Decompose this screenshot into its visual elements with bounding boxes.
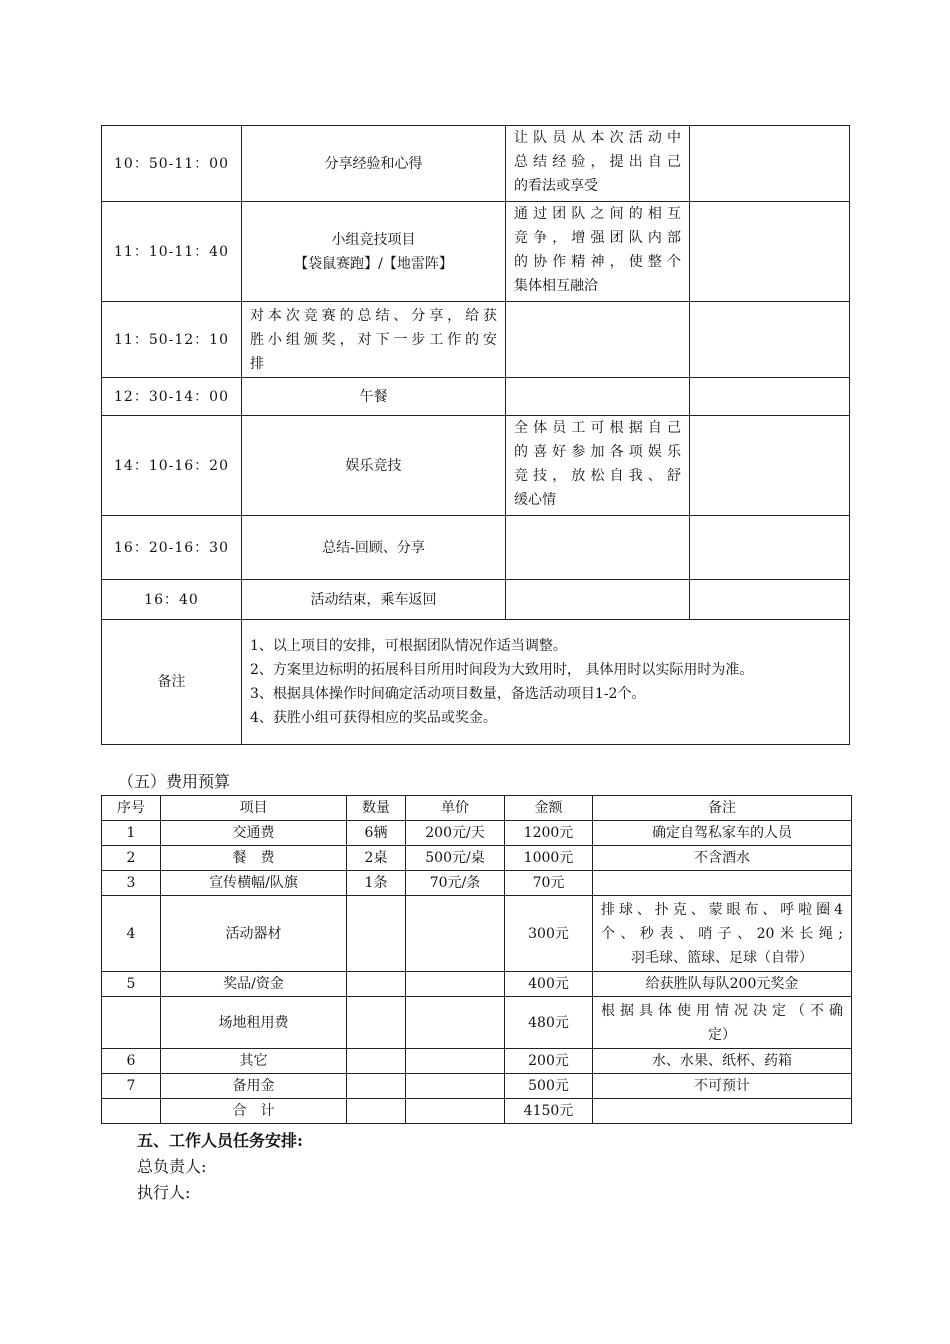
schedule-time: 14：10-16：20 [102, 416, 242, 516]
schedule-empty-cell [690, 202, 850, 302]
budget-amount-cell: 480元 [505, 997, 593, 1049]
schedule-activity [242, 202, 506, 302]
schedule-empty-cell [690, 580, 850, 620]
schedule-activity-line: 对本次竞赛的总结、分享，给获 [250, 307, 497, 324]
budget-item-cell: 宣传横幅/队旗 [161, 871, 347, 896]
schedule-purpose-line: 竞争，增强团队内部 [514, 230, 681, 246]
budget-note-line: 根据具体使用情况决定（不确 [601, 1002, 843, 1019]
budget-qty-cell [347, 1049, 406, 1074]
schedule-activity [242, 378, 506, 416]
schedule-purpose-line: 的看法或享受 [514, 178, 598, 194]
budget-row [102, 871, 852, 896]
budget-no-cell: 4 [102, 896, 161, 972]
budget-no-cell: 7 [102, 1074, 161, 1099]
schedule-activity-line: 分享经验和心得 [324, 155, 423, 172]
staff-heading: 五、工作人员任务安排: [137, 1131, 303, 1150]
budget-no-cell: 5 [102, 972, 161, 997]
budget-item-cell: 奖品/资金 [161, 972, 347, 997]
budget-price-cell [406, 972, 505, 997]
schedule-purpose-line: 集体相互融洽 [514, 278, 598, 294]
budget-header-cell: 备注 [593, 796, 852, 821]
budget-no-cell: 3 [102, 871, 161, 896]
budget-amount-cell: 400元 [505, 972, 593, 997]
budget-amount-cell: 70元 [505, 871, 593, 896]
schedule-purpose [506, 580, 690, 620]
budget-qty-cell: 1条 [347, 871, 406, 896]
budget-note-line: 羽毛球、篮球、足球（自带） [631, 949, 813, 966]
budget-qty-cell [347, 972, 406, 997]
budget-header-cell: 项目 [161, 796, 347, 821]
schedule-empty-cell [690, 516, 850, 580]
budget-no-cell: 6 [102, 1049, 161, 1074]
budget-item-cell: 其它 [161, 1049, 347, 1074]
notes-content [242, 620, 850, 745]
budget-empty-cell [593, 1099, 852, 1124]
schedule-purpose [506, 516, 690, 580]
schedule-row [102, 516, 850, 580]
budget-qty-cell [347, 896, 406, 972]
schedule-purpose-line: 通过团队之间的相互 [514, 206, 681, 222]
schedule-purpose-line: 总结经验，提出自己 [514, 154, 681, 170]
budget-total-label: 合 计 [161, 1099, 347, 1124]
schedule-activity [242, 416, 506, 516]
note-line: 1、以上项目的安排，可根据团队情况作适当调整。 [250, 638, 567, 654]
budget-row [102, 1049, 852, 1074]
budget-item-cell: 活动器材 [161, 896, 347, 972]
schedule-row [102, 202, 850, 302]
budget-row [102, 972, 852, 997]
budget-note-cell [593, 896, 852, 972]
schedule-purpose-line: 缓心情 [514, 492, 556, 508]
budget-amount-cell: 1000元 [505, 846, 593, 871]
budget-price-cell [406, 1074, 505, 1099]
budget-row [102, 821, 852, 846]
budget-note-line: 水、水果、纸杯、药箱 [652, 1053, 792, 1069]
schedule-activity-line: 午餐 [359, 388, 388, 405]
schedule-purpose-line: 全体员工可根据自己 [514, 420, 681, 436]
budget-note-cell [593, 821, 852, 846]
budget-header-row [102, 796, 852, 821]
schedule-activity-line: 胜小组颁奖，对下一步工作的安 [250, 331, 497, 348]
budget-price-cell [406, 997, 505, 1049]
budget-qty-cell: 6辆 [347, 821, 406, 846]
budget-table [101, 795, 852, 1124]
budget-item-cell: 场地租用费 [161, 997, 347, 1049]
budget-note-cell [593, 1074, 852, 1099]
schedule-purpose-line: 竞技，放松自我、舒 [514, 468, 681, 484]
budget-row [102, 997, 852, 1049]
budget-price-cell: 200元/天 [406, 821, 505, 846]
budget-note-cell [593, 871, 852, 896]
budget-amount-cell: 500元 [505, 1074, 593, 1099]
budget-note-line: 不可预计 [694, 1078, 750, 1094]
budget-note-line: 给获胜队每队200元奖金 [645, 976, 799, 992]
schedule-time: 12：30-14：00 [102, 378, 242, 416]
budget-note-line: 确定自驾私家车的人员 [652, 825, 792, 841]
schedule-purpose-line: 的喜好参加各项娱乐 [514, 444, 681, 460]
budget-amount-cell: 1200元 [505, 821, 593, 846]
schedule-activity-line: 小组竞技项目 [331, 231, 416, 248]
schedule-purpose [506, 126, 690, 202]
budget-no-cell [102, 997, 161, 1049]
budget-qty-cell [347, 1074, 406, 1099]
notes-label: 备注 [102, 620, 242, 745]
schedule-time: 11：50-12：10 [102, 302, 242, 378]
schedule-time: 16：40 [102, 580, 242, 620]
budget-item-cell: 备用金 [161, 1074, 347, 1099]
budget-note-cell [593, 972, 852, 997]
budget-note-cell [593, 997, 852, 1049]
budget-note-line: 排球、扑克、蒙眼布、呼啦圈4 [601, 901, 843, 918]
budget-note-line: 不含酒水 [694, 850, 750, 866]
schedule-purpose [506, 378, 690, 416]
budget-price-cell [406, 1049, 505, 1074]
schedule-row [102, 378, 850, 416]
budget-item-cell: 餐 费 [161, 846, 347, 871]
budget-total-row [102, 1099, 852, 1124]
budget-no-cell: 2 [102, 846, 161, 871]
budget-price-cell: 500元/桌 [406, 846, 505, 871]
schedule-activity-line: 娱乐竞技 [345, 457, 402, 474]
budget-row [102, 1074, 852, 1099]
budget-qty-cell [347, 997, 406, 1049]
schedule-purpose [506, 416, 690, 516]
schedule-time: 11：10-11：40 [102, 202, 242, 302]
budget-amount-cell: 200元 [505, 1049, 593, 1074]
budget-row [102, 896, 852, 972]
schedule-activity [242, 516, 506, 580]
schedule-row [102, 126, 850, 202]
schedule-activity-line: 排 [250, 355, 264, 372]
note-line: 4、获胜小组可获得相应的奖品或奖金。 [250, 710, 497, 726]
schedule-activity [242, 580, 506, 620]
budget-empty-cell [347, 1099, 406, 1124]
schedule-activity-line: 【袋鼠赛跑】/【地雷阵】 [294, 255, 453, 272]
note-line: 2、方案里边标明的拓展科目所用时间段为大致用时， 具体用时以实际用时为准。 [250, 662, 754, 678]
budget-note-line: 个、秒表、哨子、20米长绳; [601, 925, 843, 942]
staff-leader-label: 总负责人: [137, 1157, 207, 1176]
budget-qty-cell: 2桌 [347, 846, 406, 871]
budget-header-cell: 数量 [347, 796, 406, 821]
schedule-purpose [506, 202, 690, 302]
budget-price-cell: 70元/条 [406, 871, 505, 896]
budget-header-cell: 序号 [102, 796, 161, 821]
schedule-activity-line: 活动结束，乘车返回 [310, 591, 437, 608]
schedule-row [102, 416, 850, 516]
schedule-empty-cell [690, 416, 850, 516]
budget-price-cell [406, 896, 505, 972]
schedule-activity [242, 126, 506, 202]
schedule-row [102, 580, 850, 620]
schedule-empty-cell [690, 302, 850, 378]
budget-note-line: 定） [708, 1026, 736, 1043]
budget-no-cell: 1 [102, 821, 161, 846]
schedule-time: 16：20-16：30 [102, 516, 242, 580]
budget-header-cell: 单价 [406, 796, 505, 821]
note-line: 3、根据具体操作时间确定活动项目数量，备选活动项目1-2个。 [250, 686, 646, 702]
schedule-empty-cell [690, 378, 850, 416]
schedule-row [102, 302, 850, 378]
budget-note-cell [593, 1049, 852, 1074]
budget-row [102, 846, 852, 871]
budget-note-cell [593, 846, 852, 871]
schedule-table [101, 125, 850, 745]
budget-total-amount: 4150元 [505, 1099, 593, 1124]
schedule-activity [242, 302, 506, 378]
staff-executor-label: 执行人: [137, 1183, 191, 1202]
budget-item-cell: 交通费 [161, 821, 347, 846]
schedule-purpose-line: 的协作精神，使整个 [514, 254, 681, 270]
budget-header-cell: 金额 [505, 796, 593, 821]
schedule-purpose-line: 让队员从本次活动中 [514, 130, 681, 146]
budget-empty-cell [406, 1099, 505, 1124]
budget-empty-cell [102, 1099, 161, 1124]
schedule-notes-row [102, 620, 850, 745]
budget-section-title: （五）费用预算 [118, 772, 231, 791]
schedule-purpose [506, 302, 690, 378]
schedule-empty-cell [690, 126, 850, 202]
schedule-activity-line: 总结-回顾、分享 [322, 539, 425, 556]
schedule-time: 10：50-11：00 [102, 126, 242, 202]
budget-amount-cell: 300元 [505, 896, 593, 972]
